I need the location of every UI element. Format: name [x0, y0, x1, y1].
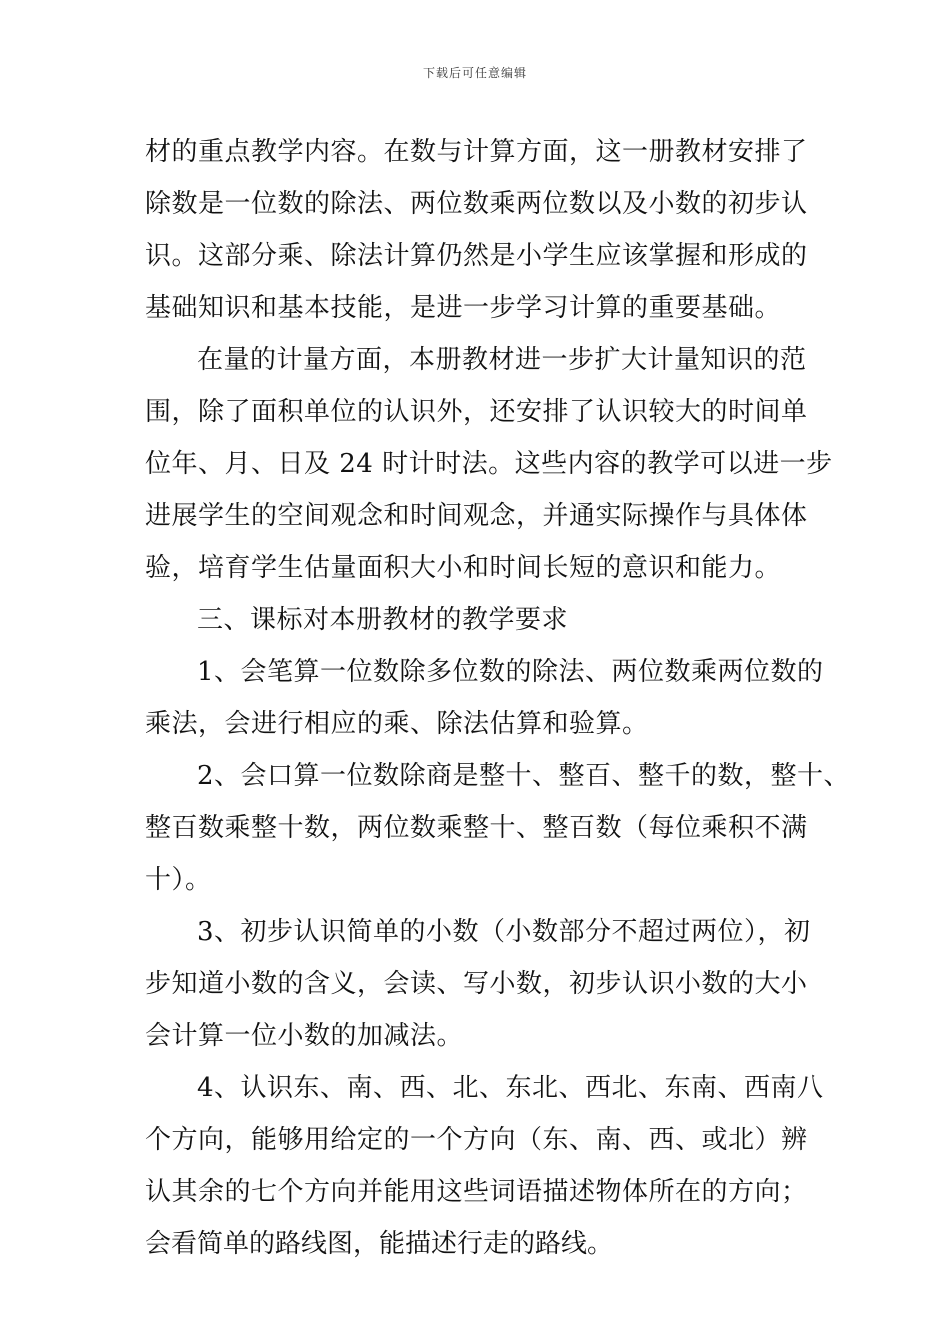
- document-body: [145, 126, 851, 1270]
- text-line: 围，除了面积单位的认识外，还安排了认识较大的时间单: [145, 397, 808, 427]
- text-line: 识。这部分乘、除法计算仍然是小学生应该掌握和形成的: [145, 241, 808, 271]
- text-line: 进展学生的空间观念和时间观念，并通实际操作与具体体: [145, 501, 808, 531]
- section-heading: 三、课标对本册教材的教学要求: [197, 605, 569, 635]
- text-line: 整百数乘整十数，两位数乘整十、整百数（每位乘积不满: [145, 813, 808, 843]
- list-item-3-start: 3、初步认识简单的小数（小数部分不超过两位），初: [197, 917, 811, 947]
- text-line: 步知道小数的含义，会读、写小数，初步认识小数的大小: [145, 969, 808, 999]
- text-line: 会看简单的路线图，能描述行走的路线。: [145, 1229, 614, 1259]
- text-line: 个方向，能够用给定的一个方向（东、南、西、或北）辨: [145, 1125, 808, 1155]
- text-line: 认其余的七个方向并能用这些词语描述物体所在的方向；: [145, 1177, 808, 1207]
- text-line: 验，培育学生估量面积大小和时间长短的意识和能力。: [145, 553, 782, 583]
- paragraph-start-line: 在量的计量方面，本册教材进一步扩大计量知识的范: [197, 345, 807, 375]
- text-line: 乘法，会进行相应的乘、除法估算和验算。: [145, 709, 649, 739]
- page-header: 下载后可任意编辑: [422, 66, 527, 80]
- text-line: 材的重点教学内容。在数与计算方面，这一册教材安排了: [145, 137, 808, 167]
- text-line: 除数是一位数的除法、两位数乘两位数以及小数的初步认: [145, 189, 808, 219]
- list-item-4-start: 4、认识东、南、西、北、东北、西北、东南、西南八: [197, 1073, 824, 1103]
- text-line: 十）。: [145, 865, 212, 895]
- list-item-1-start: 1、会笔算一位数除多位数的除法、两位数乘两位数的: [197, 657, 824, 687]
- text-line: 基础知识和基本技能，是进一步学习计算的重要基础。: [145, 293, 782, 323]
- text-line: 位年、月、日及 24 时计时法。这些内容的教学可以进一步: [145, 449, 833, 479]
- list-item-2-start: 2、会口算一位数除商是整十、整百、整千的数，整十、: [197, 761, 851, 791]
- text-line: 会计算一位小数的加减法。: [145, 1021, 464, 1051]
